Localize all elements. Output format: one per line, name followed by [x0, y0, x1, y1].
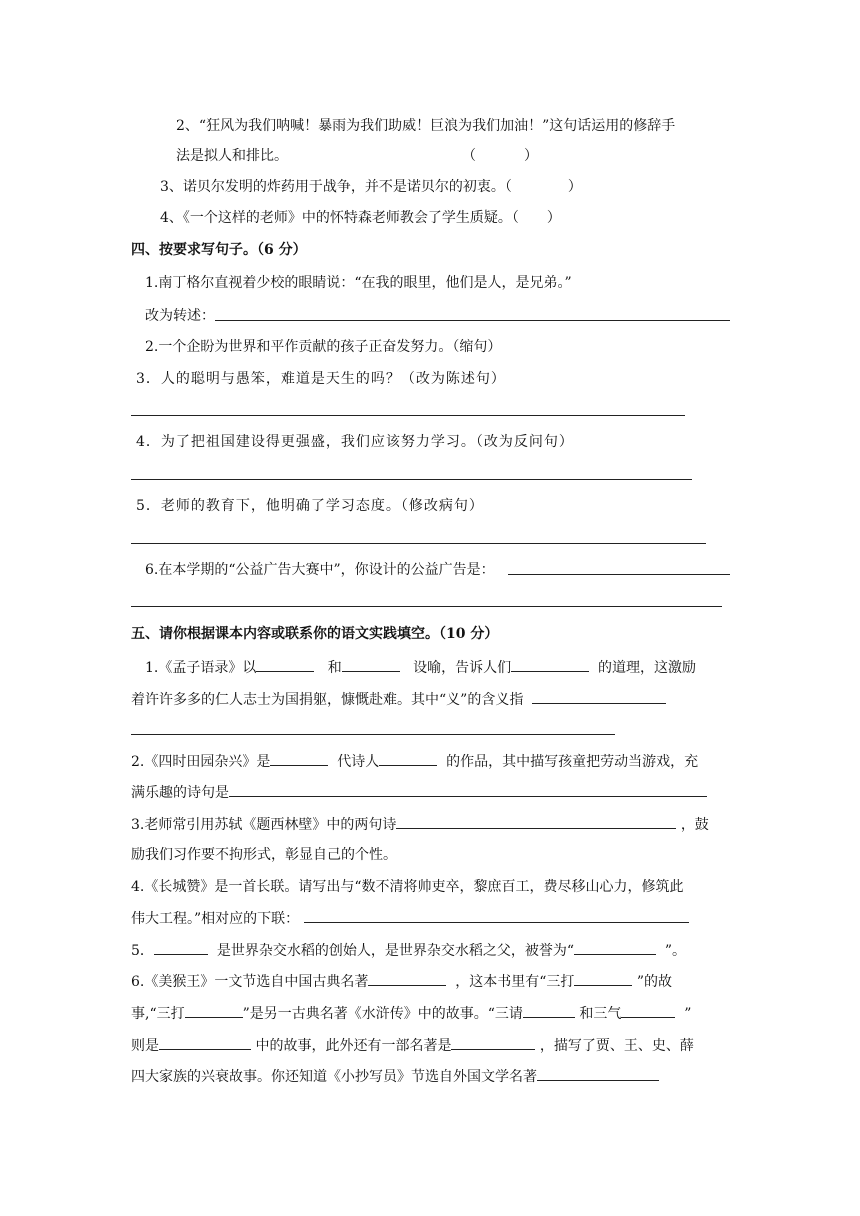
sec5-q5-text-b: 是世界杂交水稻的创始人，是世界杂交水稻之父，被誉为“ [216, 943, 574, 959]
sec5-q1-blank-2[interactable] [342, 657, 400, 672]
sec5-q1-text-d: 的道理，这激励 [597, 660, 696, 676]
sec5-q6-text-f: 和三气 [579, 1006, 622, 1022]
sec4-q5-answer-line[interactable] [131, 543, 706, 544]
sec5-q6-text-h: 则是 [131, 1038, 159, 1054]
sec5-q6-text-b: ，这本书里有“三打 [455, 974, 575, 990]
sec5-q3-text-b: ，鼓 [680, 817, 709, 833]
sec5-q5-line [131, 940, 686, 961]
sec5-q1-blank-3[interactable] [511, 657, 589, 672]
sec5-q4-text-b: 伟大工程。”相对应的下联： [131, 911, 300, 927]
sec5-q6-text-i: 中的故事，此外还有一部名著是 [255, 1038, 452, 1054]
sec5-q4-line2 [131, 908, 689, 929]
sec5-q1-text-e: 着许许多多的仁人志士为国捐躯，慷慨赴难。其中“义”的含义指 [131, 692, 524, 708]
judge-item-2-line1: 2、“狂风为我们呐喊！暴雨为我们助威！巨浪为我们加油！”这句话运用的修辞手 [176, 118, 676, 134]
sec5-q5-blank-1[interactable] [154, 940, 208, 955]
sec5-q6-line4 [131, 1066, 659, 1087]
sec5-q6-line3 [131, 1035, 694, 1056]
judge-item-2-answer-slot[interactable] [476, 146, 526, 166]
sec5-q5-text-a: 5． [131, 943, 154, 959]
sec5-q6-text-d: 事,“三打 [131, 1006, 185, 1022]
sec5-q6-text-j: ，描写了贾、王、史、薛 [539, 1038, 694, 1054]
sec5-q1-line1 [145, 657, 696, 678]
sec4-q4-answer-line[interactable] [131, 479, 692, 480]
sec5-q1-line2 [131, 689, 666, 710]
section-4-title: 四、按要求写句子。（6 分） [131, 242, 307, 258]
sec5-q1-text-b: 和 [327, 660, 342, 676]
sec4-q1-text: 1.南丁格尔直视着少校的眼睛说：“在我的眼里，他们是人，是兄弟。” [145, 275, 572, 291]
judge-item-4 [160, 208, 561, 228]
sec5-q6-line2 [131, 1003, 691, 1024]
sec5-q2-text-c: 的作品，其中描写孩童把劳动当游戏，充 [446, 754, 699, 770]
sec5-q6-blank-3[interactable] [185, 1003, 243, 1018]
sec5-q2-blank-2[interactable] [379, 751, 437, 766]
judge-item-4-text: 4、《一个这样的老师》中的怀特森老师教会了学生质疑。（ [160, 210, 519, 226]
judge-item-3-text: 3、诺贝尔发明的炸药用于战争，并不是诺贝尔的初衷。（ [160, 179, 512, 195]
sec5-q2-text-a: 2.《四时田园杂兴》是 [131, 754, 271, 770]
sec5-q1-text-a: 1.《孟子语录》以 [145, 660, 257, 676]
sec5-q1-blank-4[interactable] [532, 689, 666, 704]
sec5-q6-blank-8[interactable] [537, 1066, 659, 1081]
sec4-q2-text: 2.一个企盼为世界和平作贡献的孩子正奋发努力。（缩句） [145, 339, 502, 355]
sec5-q2-blank-1[interactable] [270, 751, 328, 766]
judge-item-2-line2: 法是拟人和排比。 [176, 148, 288, 164]
sec5-q2-text-d: 满乐趣的诗句是 [131, 785, 229, 801]
section-5-title: 五、请你根据课本内容或联系你的语文实践填空。（10 分） [131, 626, 499, 642]
sec5-q5-blank-2[interactable] [574, 940, 656, 955]
sec5-q6-text-c: ”的故 [636, 974, 673, 990]
sec5-q1-answer-line[interactable] [131, 734, 615, 735]
judge-item-3-paren-close: ） [567, 179, 582, 195]
sec5-q2-line2 [131, 782, 707, 803]
sec4-q6-answer-line-1[interactable] [508, 574, 730, 575]
sec5-q6-text-a: 6.《美猴王》一文节选自中国古典名著 [131, 974, 369, 990]
sec5-q6-blank-4[interactable] [523, 1003, 575, 1018]
sec5-q6-text-k: 四大家族的兴衰故事。你还知道《小抄写员》节选自外国文学名著 [131, 1069, 537, 1085]
sec5-q6-text-g: ” [684, 1006, 692, 1022]
judge-item-2-paren-close: ） [524, 148, 538, 164]
sec4-q1-lead: 改为转述： [145, 308, 215, 324]
sec5-q2-text-b: 代诗人 [337, 754, 380, 770]
sec4-q3-answer-line[interactable] [131, 415, 685, 416]
sec4-q1-answer-line[interactable] [215, 320, 730, 321]
sec5-q2-blank-3[interactable] [229, 782, 707, 797]
judge-item-2-paren-open: （ [462, 148, 476, 164]
judge-item-3 [160, 177, 582, 197]
sec5-q4-blank-1[interactable] [304, 908, 689, 923]
sec5-q5-text-c: ”。 [664, 943, 687, 959]
sec5-q6-blank-7[interactable] [451, 1035, 535, 1050]
sec5-q1-text-c: 设喻，告诉人们 [413, 660, 512, 676]
sec4-q3-text: 3．人的聪明与愚笨，难道是天生的吗？（改为陈述句） [136, 371, 506, 387]
sec4-q6-text: 6.在本学期的“公益广告大赛中”，你设计的公益广告是： [145, 562, 495, 578]
sec5-q6-blank-1[interactable] [368, 971, 446, 986]
sec5-q3-blank-1[interactable] [396, 814, 676, 829]
sec5-q1-blank-1[interactable] [256, 657, 314, 672]
sec5-q6-blank-6[interactable] [159, 1035, 251, 1050]
sec5-q6-text-e: ”是另一古典名著《水浒传》中的故事。“三请 [242, 1006, 523, 1022]
sec5-q6-blank-5[interactable] [621, 1003, 675, 1018]
sec5-q3-text-a: 3.老师常引用苏轼《题西林壁》中的两句诗 [131, 817, 397, 833]
sec5-q3-line2: 励我们习作要不拘形式，彰显自己的个性。 [131, 847, 397, 863]
sec5-q6-blank-2[interactable] [574, 971, 632, 986]
judge-item-4-paren-close: ） [546, 210, 561, 226]
sec5-q2-line1 [131, 751, 698, 772]
sec5-q3-line1 [131, 814, 709, 835]
sec5-q4-line1: 4.《长城赞》是一首长联。请写出与“数不清将帅吏卒，黎庶百工，费尽移山心力，修筑此 [131, 879, 684, 895]
sec4-q4-text: 4．为了把祖国建设得更强盛，我们应该努力学习。（改为反问句） [136, 434, 574, 450]
sec4-q6-answer-line-2[interactable] [131, 606, 722, 607]
sec4-q5-text: 5．老师的教育下，他明确了学习态度。（修改病句） [136, 498, 484, 514]
sec5-q6-line1 [131, 971, 672, 992]
